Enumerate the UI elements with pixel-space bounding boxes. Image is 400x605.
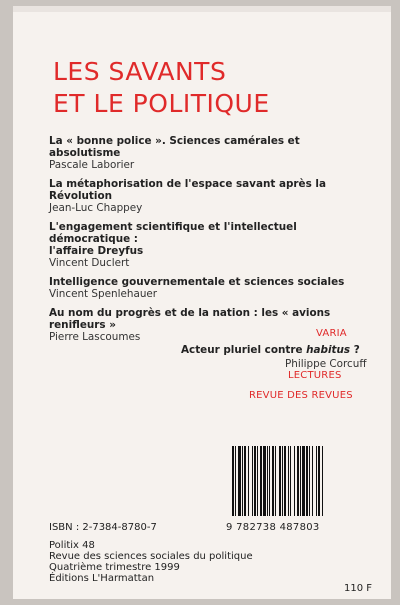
entry-title: Intelligence gouvernementale et sciences sociales [49, 276, 345, 288]
table-of-contents [49, 135, 369, 350]
varia-label: VARIA [316, 328, 347, 339]
revue-des-revues-label: REVUE DES REVUES [249, 390, 353, 401]
varia-section [171, 328, 381, 370]
ean-number: 9 782738 487803 [226, 522, 320, 533]
cover-title [53, 56, 270, 120]
entry-author: Vincent Duclert [49, 257, 130, 269]
varia-title-suffix: ? [350, 344, 360, 356]
toc-entry [49, 276, 369, 300]
varia-author: Philippe Corcuff [285, 358, 367, 370]
entry-author: Jean-Luc Chappey [49, 202, 143, 214]
entry-author: Vincent Spenlehauer [49, 288, 158, 300]
toc-entry [49, 135, 369, 171]
entry-title: Au nom du progrès et de la nation : les « avions renifleurs » [49, 307, 331, 331]
barcode [226, 446, 366, 520]
lectures-label: LECTURES [288, 370, 342, 381]
varia-title-prefix: Acteur pluriel contre [181, 344, 307, 356]
back-cover [13, 6, 391, 599]
entry-author: Pascale Laborier [49, 159, 135, 171]
title-line-1: LES SAVANTS [53, 57, 227, 86]
price: 110 F [344, 583, 373, 594]
publication-info [49, 540, 253, 584]
toc-entry [49, 178, 369, 214]
varia-title [181, 344, 381, 356]
toc-entry [49, 221, 369, 269]
publisher: Éditions L'Harmattan [49, 573, 155, 584]
varia-title-italic: habitus [306, 344, 351, 356]
isbn: ISBN : 2-7384-8780-7 [49, 522, 157, 533]
entry-title: La métaphorisation de l'espace savant après la Révolution [49, 178, 326, 202]
journal-issue: Politix 48 [49, 540, 95, 551]
publication-date: Quatrième trimestre 1999 [49, 562, 180, 573]
journal-subtitle: Revue des sciences sociales du politique [49, 551, 253, 562]
entry-title-continued: l'affaire Dreyfus [49, 245, 144, 257]
entry-title: La « bonne police ». Sciences camérales et absolutisme [49, 135, 300, 159]
entry-author: Pierre Lascoumes [49, 331, 141, 343]
title-line-2: ET LE POLITIQUE [53, 89, 270, 118]
entry-title: L'engagement scientifique et l'intellectuel démocratique : [49, 221, 297, 245]
